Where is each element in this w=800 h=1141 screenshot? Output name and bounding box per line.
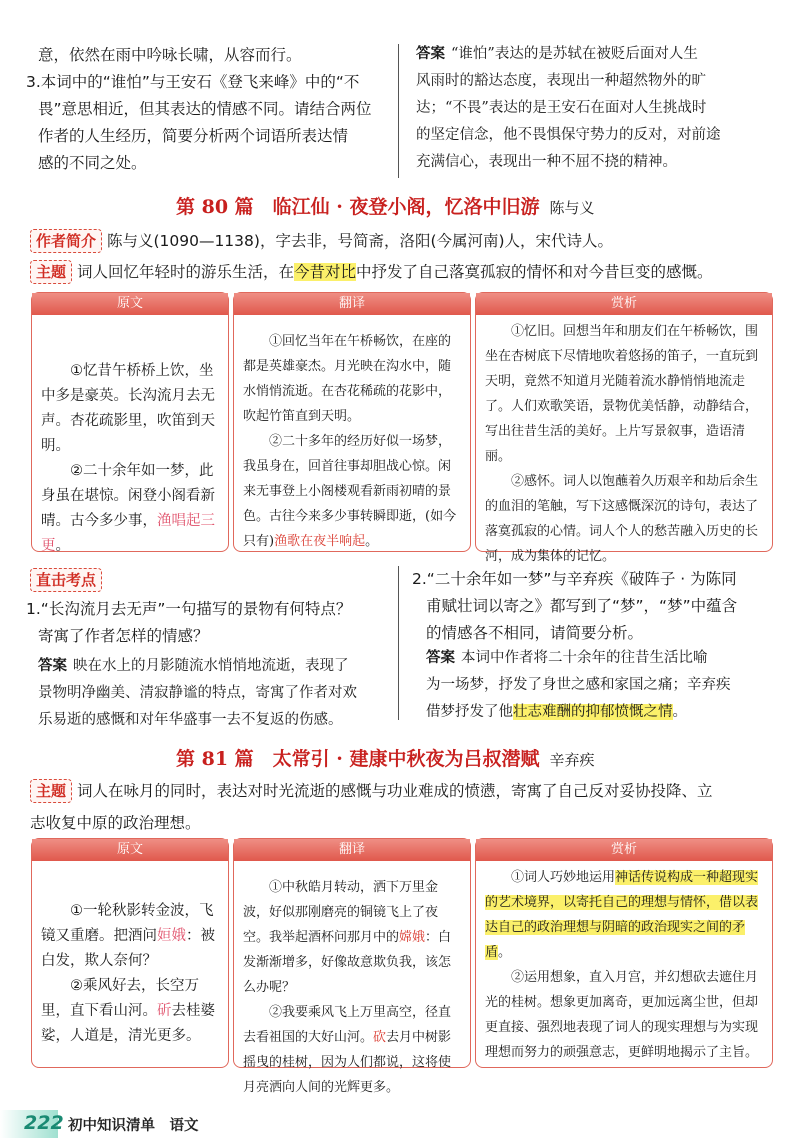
- panel-header: 翻译: [234, 839, 470, 861]
- q3-line: 3.本词中的“谁怕”与王安石《登飞来峰》中的“不: [26, 73, 360, 91]
- theme-row: [30, 259, 790, 286]
- panel-body: [32, 315, 228, 567]
- analysis-panel: [475, 838, 773, 1068]
- text: 借梦抒发了他: [426, 704, 513, 720]
- q1-line: 1.“长沟流月去无声”一句描写的景物有何特点？: [26, 600, 352, 618]
- analysis-para-1: ①忆旧。回想当年和朋友们在午桥畅饮，围坐在杏树底下尽情地吹着悠扬的笛子，一直玩到天明，竟然不知道月光随着流水静悄悄地流走了。人们欢歌笑语，景物优美恬静，动静结合，写出往昔生活的美好。上片写景叙事，造语清丽。: [485, 324, 759, 464]
- text: ①词人巧妙地运用: [511, 870, 616, 885]
- highlighted-phrase: 渔唱起三更: [41, 513, 215, 554]
- translation-para-1: [243, 875, 461, 1000]
- theme-text: 中抒发了自己落寞孤寂的情怀和对今昔巨变的感慨。: [355, 263, 713, 281]
- highlighted-phrase: 姮娥: [157, 928, 186, 944]
- author-name: 辛弃疾: [549, 751, 595, 769]
- analysis-para-2: ②感怀。词人以饱蘸着久历艰辛和劫后余生的血泪的笔触，写下这感慨深沉的诗句，表达了落寞孤寂的心情。词人个人的愁苦融入历史的长河，成为集体的记忆。: [485, 474, 759, 564]
- text: ：被白发，欺人奈何？: [41, 928, 215, 969]
- book-title: 初中知识清单 语文: [68, 1118, 199, 1134]
- page-number: 222: [24, 1112, 64, 1134]
- q2-line: 的情感各不相同，请简要分析。: [426, 624, 644, 642]
- question-1: [26, 596, 398, 650]
- text: ②二十余年如一梦，此身虽在堪惊。闲登小阁看新晴。古今多少事，: [41, 463, 215, 529]
- answer-label: 答案: [416, 45, 445, 62]
- answer-line: “谁怕”表达的是苏轼在被贬后面对人生: [451, 46, 698, 62]
- panel-header: 原文: [32, 293, 228, 315]
- theme-highlight: 今昔对比: [293, 263, 356, 281]
- answer-line: 充满信心，表现出一种不屈不挠的精神。: [416, 154, 677, 170]
- panel-header: 原文: [32, 839, 228, 861]
- theme-row: [30, 778, 790, 837]
- analysis-panel: [475, 292, 773, 564]
- highlighted-phrase: 渔歌在夜半响起: [274, 534, 366, 549]
- text: ①中秋皓月转动，洒下万里金波，好似那刚磨亮的铜镜飞上了夜空。我举起酒杯问那月中的: [243, 880, 439, 945]
- answer-label: 答案: [38, 657, 67, 674]
- highlighted-phrase: 斫: [157, 1003, 172, 1019]
- q3-line: 作者的人生经历，简要分析两个词语所表达情: [38, 127, 349, 145]
- q1-answer: [38, 652, 398, 734]
- text: 去桂婆娑，人道是，清光更多。: [41, 1003, 215, 1044]
- answer-line: 风雨时的豁达态度，表现出一种超然物外的旷: [416, 73, 706, 89]
- text: ：白发渐渐增多，好像故意欺负我，该怎么办呢？: [243, 930, 452, 995]
- answer-highlight: 壮志难酬的抑郁愤慨之情: [513, 704, 673, 720]
- original-para-1: [41, 899, 219, 974]
- answer-line: 达；“不畏”表达的是王安石在面对人生挑战时: [416, 100, 707, 116]
- answer-line: 为一场梦，抒发了身世之感和家国之痛；辛弃疾: [426, 677, 731, 693]
- text: 。: [498, 945, 512, 960]
- original-text-panel: [31, 292, 229, 552]
- text: ②我要乘风飞上万里高空，径直去看祖国的大好山河。: [243, 1005, 452, 1045]
- q2-line: 2.“二十余年如一梦”与辛弃疾《破阵子 · 为陈同: [412, 570, 737, 588]
- author-intro-text: 陈与义(1090—1138)，字去非，号简斋，洛阳(今属河南)人，宋代诗人。: [106, 232, 614, 250]
- panel-body: [32, 861, 228, 1057]
- panel-header: 翻译: [234, 293, 470, 315]
- text: 。: [365, 534, 379, 549]
- panel-body: [234, 861, 470, 1108]
- answer-line: 的坚定信念，他不畏惧保守势力的反对，对前途: [416, 127, 721, 143]
- author-intro: [30, 228, 790, 255]
- answer-line: [426, 699, 792, 726]
- panel-body: [476, 861, 772, 1073]
- q2-answer: [426, 644, 792, 726]
- text: 。: [672, 704, 687, 720]
- q3-line: 畏”意思相近，但其表达的情感不同。请结合两位: [38, 100, 372, 118]
- text: 去月中树影摇曳的桂树，因为人们都说，这将使月亮洒向人间的光辉更多。: [243, 1030, 452, 1095]
- text: ②乘风好去，长空万里，直下看山河。: [41, 978, 199, 1019]
- title-text: 第 81 篇 太常引 · 建康中秋夜为吕叔潜赋: [176, 748, 540, 770]
- theme-tag: 主题: [30, 260, 72, 284]
- text: ①一轮秋影转金波，飞镜又重磨。把酒问: [41, 903, 214, 944]
- text: 。: [55, 538, 70, 554]
- author-name: 陈与义: [549, 199, 595, 217]
- highlighted-phrase: 嫦娥: [399, 930, 426, 945]
- theme-text: 词人在咏月的同时，表达对时光流逝的感慨与功业难成的愤懑，寄寓了自己反对妥协投降、立: [76, 782, 713, 800]
- panel-body: [234, 315, 470, 562]
- question-3: [26, 69, 396, 177]
- analysis-highlight: 神话传说构成一种超现实的艺术境界，以寄托自己的理想与情怀，借以表达自己的政治理想与阴暗的政治现实之间的矛盾: [485, 870, 759, 960]
- original-para-2: [41, 974, 219, 1049]
- original-para-1: ①忆昔午桥桥上饮，坐中多是豪英。长沟流月去无声。杏花疏影里，吹笛到天明。: [41, 363, 215, 454]
- translation-para-2: [243, 1000, 461, 1100]
- answer-line: 乐易逝的感慨和对年华盛事一去不复返的伤感。: [38, 712, 343, 728]
- text: ②二十多年的经历好似一场梦，我虽身在，回首往事却胆战心惊。闲来无事登上小阁楼观看新雨初晴的景色。古往今来多少事转瞬即逝，(如今只有): [243, 434, 457, 549]
- analysis-para-2: ②运用想象，直入月宫，并幻想砍去遮住月光的桂树。想象更加离奇，更加远离尘世，但却更直接、强烈地表现了词人的现实理想与为实现理想而努力的顽强意志，更鲜明地揭示了主旨。: [485, 970, 759, 1060]
- theme-text: 志收复中原的政治理想。: [30, 814, 201, 832]
- analysis-para-1: [485, 865, 763, 965]
- question-2: [412, 566, 792, 647]
- article-80-title: [176, 192, 595, 219]
- original-para-2: [41, 459, 219, 559]
- prev-text-line: 意，依然在雨中吟咏长啸，从容而行。: [38, 46, 302, 64]
- translation-para-1: ①回忆当年在午桥畅饮，在座的都是英雄豪杰。月光映在沟水中，随水悄悄流逝。在杏花稀疏的花影中，吹起竹笛直到天明。: [243, 334, 452, 424]
- translation-panel: [233, 292, 471, 552]
- answer-line: 景物明净幽美、清寂静谧的特点，寄寓了作者对欢: [38, 685, 357, 701]
- title-text: 第 80 篇 临江仙 · 夜登小阁，忆洛中旧游: [176, 196, 540, 218]
- direct-exam-label: 直击考点: [30, 568, 102, 592]
- theme-tag: 主题: [30, 779, 72, 803]
- q3-answer: [416, 40, 786, 176]
- q1-line: 寄寓了作者怎样的情感？: [38, 627, 209, 645]
- answer-line: 映在水上的月影随流水悄悄地流逝，表现了: [73, 658, 349, 674]
- translation-panel: [233, 838, 471, 1095]
- translation-para-2: [243, 429, 461, 554]
- article-81-title: [176, 744, 595, 771]
- theme-text: 词人回忆年轻时的游乐生活，在: [76, 263, 294, 281]
- author-intro-tag: 作者简介: [30, 229, 102, 253]
- panel-body: [476, 315, 772, 577]
- original-text-panel: [31, 838, 229, 1068]
- panel-header: 赏析: [476, 293, 772, 315]
- q3-line: 感的不同之处。: [38, 154, 147, 172]
- panel-header: 赏析: [476, 839, 772, 861]
- highlighted-phrase: 砍: [373, 1030, 387, 1045]
- q2-line: 甫赋壮词以寄之》都写到了“梦”，“梦”中蕴含: [426, 597, 738, 615]
- direct-exam-tag: [30, 568, 102, 592]
- answer-line: 本词中作者将二十余年的往昔生活比喻: [461, 650, 708, 666]
- answer-label: 答案: [426, 649, 455, 666]
